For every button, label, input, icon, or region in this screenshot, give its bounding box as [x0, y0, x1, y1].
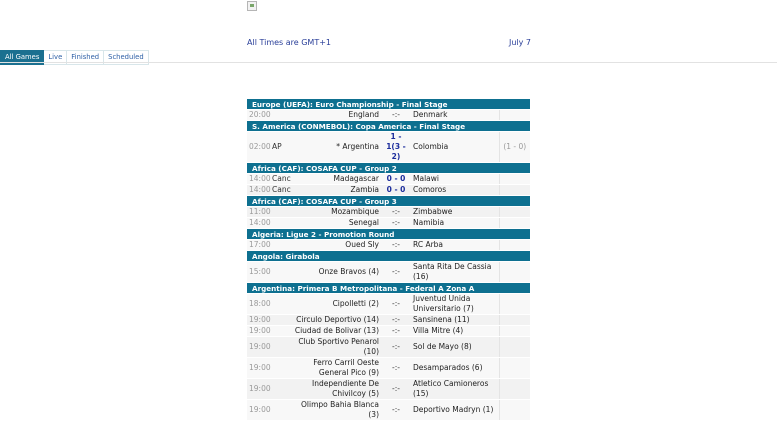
match-row[interactable] — [247, 358, 530, 379]
away-team: Deportivo Madryn (1) — [411, 400, 499, 421]
away-team: Desamparados (6) — [411, 358, 499, 379]
match-score: 1 - 1(3 - 2) — [381, 132, 411, 163]
match-row[interactable] — [247, 110, 530, 121]
match-row[interactable] — [247, 315, 530, 326]
match-row[interactable] — [247, 207, 530, 218]
match-score: -:- — [381, 294, 411, 315]
match-status — [270, 326, 291, 337]
tab-scheduled[interactable]: Scheduled — [104, 50, 149, 65]
match-row[interactable] — [247, 337, 530, 358]
match-time: 02:00 — [247, 132, 270, 163]
away-team: Juventud Unida Universitario (7) — [411, 294, 499, 315]
match-status: AP — [270, 132, 291, 163]
away-team: Atletico Camioneros (15) — [411, 379, 499, 400]
match-row[interactable] — [247, 400, 530, 421]
away-team: Villa Mitre (4) — [411, 326, 499, 337]
half-time-score — [499, 185, 530, 196]
half-time-score — [499, 262, 530, 283]
home-team: Mozambique — [291, 207, 381, 218]
match-status — [270, 400, 291, 421]
league-title: Angola: Girabola — [247, 251, 530, 262]
league-header[interactable] — [247, 99, 530, 110]
tab-finished[interactable]: Finished — [67, 50, 104, 65]
half-time-score — [499, 207, 530, 218]
match-status — [270, 207, 291, 218]
match-row[interactable] — [247, 326, 530, 337]
home-team: Madagascar — [291, 174, 381, 185]
tabs-divider — [0, 62, 777, 63]
away-team: Sansinena (11) — [411, 315, 499, 326]
half-time-score — [499, 315, 530, 326]
league-header[interactable] — [247, 121, 530, 132]
match-status: Canc — [272, 174, 291, 183]
away-team: Zimbabwe — [411, 207, 499, 218]
match-time: 18:00 — [247, 294, 270, 315]
match-time: 19:00 — [249, 315, 271, 324]
match-status: Canc — [272, 185, 291, 194]
league-header[interactable] — [247, 196, 530, 207]
match-row[interactable] — [247, 294, 530, 315]
match-score: 0 - 0 — [381, 185, 411, 196]
half-time-score — [499, 400, 530, 421]
half-time-score — [499, 174, 530, 185]
home-team: Cipolletti (2) — [291, 294, 381, 315]
half-time-score — [499, 294, 530, 315]
league-header[interactable] — [247, 229, 530, 240]
home-team: Circulo Deportivo (14) — [291, 315, 381, 326]
match-score: -:- — [381, 337, 411, 358]
match-score: -:- — [381, 218, 411, 229]
date-label: July 7 — [509, 38, 532, 47]
league-header[interactable] — [247, 283, 530, 294]
match-time: 17:00 — [249, 240, 271, 249]
half-time-score — [499, 358, 530, 379]
match-score: -:- — [381, 110, 411, 121]
home-team: Olimpo Bahia Blanca (3) — [291, 400, 381, 421]
half-time-score — [499, 110, 530, 121]
match-time: 14:00 — [249, 174, 271, 183]
match-status — [270, 315, 291, 326]
match-time: 19:00 — [247, 358, 270, 379]
league-header[interactable] — [247, 163, 530, 174]
home-team: Onze Bravos (4) — [291, 262, 381, 283]
match-status — [270, 110, 291, 121]
home-team: Oued Sly — [291, 240, 381, 251]
match-row[interactable] — [247, 185, 530, 196]
match-score: -:- — [381, 400, 411, 421]
league-title: Argentina: Primera B Metropolitana - Federal A Zona A — [247, 283, 530, 294]
away-team: Denmark — [411, 110, 499, 121]
match-score: -:- — [381, 207, 411, 218]
tab-all-games[interactable]: All Games — [0, 50, 44, 65]
home-team: Zambia — [291, 185, 381, 196]
match-time: 15:00 — [247, 262, 270, 283]
match-score: -:- — [381, 240, 411, 251]
away-team: Malawi — [411, 174, 499, 185]
home-team: England — [291, 110, 381, 121]
league-title: Algeria: Ligue 2 - Promotion Round — [247, 229, 530, 240]
match-score: -:- — [381, 315, 411, 326]
match-status — [270, 294, 291, 315]
home-team: Ciudad de Bolivar (13) — [291, 326, 381, 337]
league-title: Africa (CAF): COSAFA CUP - Group 3 — [247, 196, 530, 207]
site-logo-image — [247, 1, 257, 11]
league-title: S. America (CONMEBOL): Copa America - Final Stage — [247, 121, 530, 132]
games-list — [247, 99, 530, 421]
match-status — [270, 262, 291, 283]
tab-live[interactable]: Live — [44, 50, 67, 65]
match-score: -:- — [381, 262, 411, 283]
match-row[interactable] — [247, 218, 530, 229]
home-team: Independiente De Chivilcoy (5) — [291, 379, 381, 400]
league-title: Europe (UEFA): Euro Championship - Final Stage — [247, 99, 530, 110]
match-time: 14:00 — [249, 185, 271, 194]
league-title: Africa (CAF): COSAFA CUP - Group 2 — [247, 163, 530, 174]
match-time: 20:00 — [249, 110, 271, 119]
timezone-note: All Times are GMT+1 — [247, 38, 332, 47]
away-team: Colombia — [411, 132, 499, 163]
home-team: * Argentina — [291, 132, 381, 163]
half-time-score — [499, 326, 530, 337]
match-time: 19:00 — [249, 326, 271, 335]
match-row[interactable] — [247, 132, 530, 163]
half-time-score — [499, 337, 530, 358]
half-time-score: (1 - 0) — [499, 132, 530, 163]
league-header[interactable] — [247, 251, 530, 262]
half-time-score — [499, 379, 530, 400]
home-team: Ferro Carril Oeste General Pico (9) — [291, 358, 381, 379]
match-status — [270, 218, 291, 229]
match-time: 14:00 — [249, 218, 271, 227]
away-team: Namibia — [411, 218, 499, 229]
match-row[interactable] — [247, 379, 530, 400]
match-row[interactable] — [247, 174, 530, 185]
half-time-score — [499, 240, 530, 251]
games-table — [247, 99, 530, 421]
match-time: 19:00 — [247, 400, 270, 421]
match-score: -:- — [381, 358, 411, 379]
match-status — [270, 337, 291, 358]
half-time-score — [499, 218, 530, 229]
match-score: 0 - 0 — [381, 174, 411, 185]
match-score: -:- — [381, 326, 411, 337]
match-row[interactable] — [247, 262, 530, 283]
match-time: 19:00 — [247, 337, 270, 358]
match-status — [270, 358, 291, 379]
home-team: Senegal — [291, 218, 381, 229]
away-team: Santa Rita De Cassia (16) — [411, 262, 499, 283]
match-time: 11:00 — [249, 207, 271, 216]
match-status — [270, 379, 291, 400]
match-time: 19:00 — [247, 379, 270, 400]
away-team: RC Arba — [411, 240, 499, 251]
match-status — [270, 240, 291, 251]
match-row[interactable] — [247, 240, 530, 251]
away-team: Comoros — [411, 185, 499, 196]
away-team: Sol de Mayo (8) — [411, 337, 499, 358]
match-score: -:- — [381, 379, 411, 400]
home-team: Club Sportivo Penarol (10) — [291, 337, 381, 358]
